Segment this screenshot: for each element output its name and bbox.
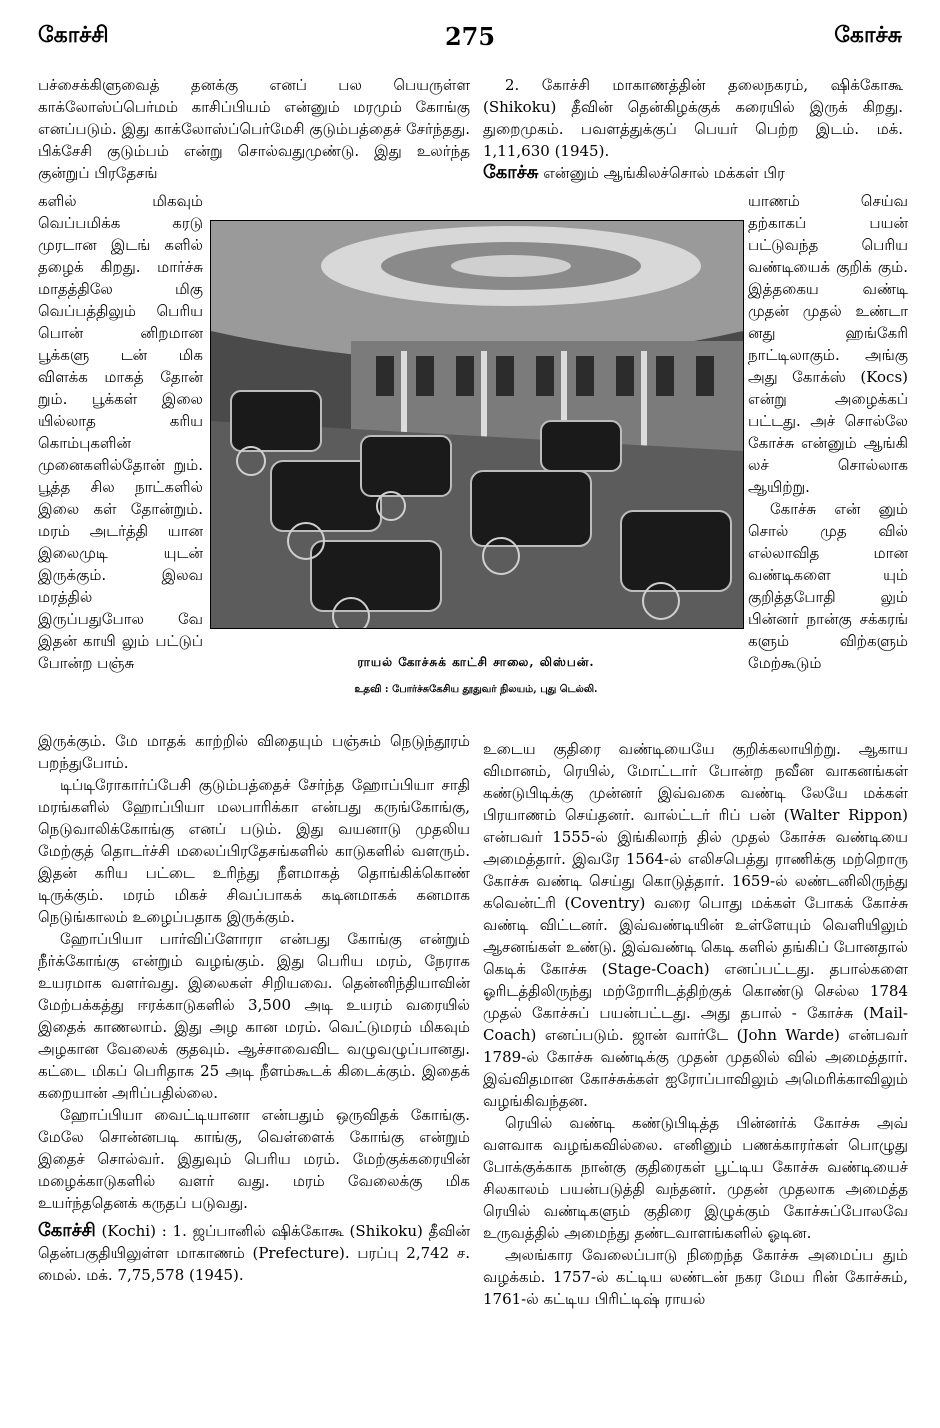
paragraph: 2. கோச்சி மாகாணத்தின் தலைநகரம், ஷிக்கோகூ (Shikoku) தீவின் தென்கிழக்குக் கரையில் இருக் கிறது. துறைமுகம். பவளத்துக்குப் பெயர் பெற்ற இடம். மக். 1,11,630 (1945). — [483, 76, 903, 160]
entry-kochu — [483, 162, 903, 184]
photo-illustration — [211, 221, 743, 628]
paragraph: உடைய குதிரை வண்டியையே குறிக்கலாயிற்று. ஆகாய விமானம், ரெயில், மோட்டார் போன்ற நவீன வாகனங்கள் கண்டுபிடிக்கு முன்னர் இவ்வகை வண்டி லேயே மக்கள் பிரயாணம் செய்தனர். வால்ட்டர் ரிப் பன் (Walter Rippon) என்பவர் 1555-ல் இங்கிலாந் தில் முதல் கோச்சு வண்டியை அமைத்தார். இவரே 1564-ல் எலிசபெத்து ராணிக்கு மற்றொரு கோச்சு வண்டி செய்து கொடுத்தார். 1659-ல் லண்டனிலிருந்து கவென்ட்ரி (Coventry) வரை பொது மக்கள் போகக் கோச்சு வண்டி விட்டனர். இவ்வண்டியின் உள்ளேயும் வெளியிலும் ஆசனங்கள் உண்டு. இவ்வண்டி கெடி களில் தங்கிப் போனதால் கெடிக் கோச்சு (Stage-Coach) எனப்பட்டது. தபால்களை ஓரிடத்திலிருந்து மற்றோரிடத்திற்குக் கொண்டு செல்ல 1784 முதல் கோச்சுப் பயன்பட்டது. அது தபால் - கோச்சு (Mail-Coach) எனப்படும். ஜான் வார்டே (John Warde) என்பவர் 1789-ல் கோச்சு வண்டிக்கு முதன் முதலில் வில் அமைத்தார். இவ்விதமான கோச்சுக்கள் ஐரோப்பாவிலும் அமெரிக்காவிலும் வழங்கிவந்தன. — [483, 740, 908, 1110]
paragraph: ரெயில் வண்டி கண்டுபிடித்த பின்னர்க் கோச்சு அவ் வளவாக வழங்கவில்லை. எனினும் பணக்காரர்கள் பொழுது போக்குக்காக நான்கு குதிரைகள் பூட்டிய கோச்சு வண்டியைச் சிலகாலம் பயன்படுத்தி வந்தனர். முதன் முதலாக அமைத்த ரெயில் வண்டிகளும் குதிரை இழுக்கும் கோச்சுப்போலவே உருவத்தில் அமைந்து தண்டவாளங்களில் ஓடின. — [483, 1114, 908, 1242]
coach-museum-photo — [210, 220, 744, 629]
entry-headword: கோச்சி — [38, 1220, 96, 1241]
paragraph: அலங்கார வேலைப்பாடு நிறைந்த கோச்சு அமைப்ப தும் வழக்கம். 1757-ல் கட்டிய லண்டன் நகர மேய ரின் கோச்சும், 1761-ல் கட்டிய பிரிட்டிஷ் ராயல் — [483, 1246, 908, 1308]
left-column-bottom — [38, 730, 470, 1286]
paragraph: களில் மிகவும் வெப்பமிக்க கரடு முரடான இடங் களில் தழைக் கிறது. மார்ச்சு மாதத்திலே மிகு வெப்பத்திலும் பெரிய பொன் னிறமான பூக்களு டன் மிக விளக்க மாகத் தோன் றும். பூக்கள் இலை யில்லாத கரிய கொம்புகளின் முனைகளில்தோன் றும். பூத்த சில நாட்களில் இலை கள் தோன்றும். மரம் அடர்த்தி யான இலைமுடி யுடன் இருக்கும். இலவ மரத்தில் இருப்பதுபோல வே இதன் காயி லும் பட்டுப் போன்ற பஞ்சு — [38, 192, 203, 672]
entry-text: (Kochi) : 1. ஜப்பானில் ஷிக்கோகூ (Shikoku) தீவின் தென்பகுதியிலுள்ள மாகாணம் (Prefecture). பரப்பு 2,742 ச. மைல். மக். 7,75,578 (1945). — [38, 1222, 470, 1284]
paragraph: பச்சைக்கிளுவைத் தனக்கு எனப் பல பெயருள்ள காக்லோஸ்ப்பெர்மம் காசிப்பியம் என்னும் மரமும் கோங்கு எனப்படும். இது காக்லோஸ்ப்பெர்மேசி குடும்பத்தைச் சேர்ந்தது. பிக்சேசி குடும்பம் என்று சொல்வதுமுண்டு. இது உலர்ந்த குன்றுப் பிரதேசங் — [38, 76, 470, 182]
entry-headword: கோச்சு — [483, 162, 539, 183]
left-column-wrap — [38, 190, 203, 674]
paragraph: இருக்கும். மே மாதக் காற்றில் விதையும் பஞ்சும் நெடுந்தூரம் பறந்துபோம். — [38, 732, 470, 772]
paragraph: ஹோப்பியா வைட்டியானா என்பதும் ஒருவிதக் கோங்கு. மேலே சொன்னபடி காங்கு, வெள்ளைக் கோங்கு என்றும் இதைச் சொல்வர். இதுவும் பெரிய மரம். மேற்குக்கரையின் மழைக்காடுகளில் வளர் வது. மரம் வேலைக்கு மிக உயர்ந்ததெனக் கருதப் படுவது. — [38, 1106, 470, 1212]
paragraph: ஹோப்பியா பார்விப்ளோரா என்பது கோங்கு என்றும் நீர்க்கோங்கு என்றும் வழங்கும். இது பெரிய மரம், நேராக உயரமாக வளர்வது. இலைகள் சிறியவை. தென்னிந்தியாவின் மேற்பக்கத்து ஈரக்காடுகளில் 3,500 அடி உயரம் வரையில் இதைக் காணலாம். இது அழ கான மரம். வெட்டுமரம் மிகவும் அழகான வேலைக் குதவும். ஆச்சாவைவிட வழுவழுப்பானது. கட்டை மிகப் பெரிதாக 25 அடி நீளம்கூடக் கிடைக்கும். இதைக் கறையான் அரிப்பதில்லை. — [38, 930, 470, 1102]
entry-text: என்னும் ஆங்கிலச்சொல் மக்கள் பிர — [543, 164, 785, 182]
page-number: 275 — [444, 22, 496, 51]
entry-kochi — [38, 1220, 470, 1286]
left-column-top — [38, 74, 470, 184]
right-column-top — [483, 74, 903, 184]
figure-caption: ராயல் கோச்சுக் காட்சி சாலை, லிஸ்பன். — [357, 655, 595, 669]
paragraph: கோச்சு என் னும் சொல் முத வில் எல்லாவித மான வண்டிகளை யும் குறித்தபோதி லும் பின்னர் நான்கு சக்கரங் களும் விற்களும் மேற்கூடும் — [748, 500, 908, 672]
paragraph: டிப்டிரோகார்ப்பேசி குடும்பத்தைச் சேர்ந்த ஹோப்பியா சாதி மரங்களில் ஹோப்பியா மலபாரிக்கா என்பது கருங்கோங்கு, நெடுவாலிக்கோங்கு எனப் படும். இது வயனாடு முதலிய மேற்குத் தொடர்ச்சி மலைப்பிரதேசங்களில் காடுகளில் வளரும். இதன் கரிய பட்டை உரிந்து நீளமாகத் தொங்கிக்கொண் டிருக்கும். மரம் மிகச் சிவப்பாகக் கடினமாகக் கனமாக நெடுங்காலம் உழைப்பதாக இருக்கும். — [38, 776, 470, 926]
running-head-right: கோச்சு — [834, 22, 902, 48]
figure-credit: உதவி : போர்ச்சுகேசிய தூதுவர் நிலயம், புது டெல்லி. — [354, 684, 598, 695]
right-column-bottom — [483, 738, 908, 1310]
running-head-left: கோச்சி — [38, 22, 109, 48]
right-column-wrap — [748, 190, 908, 674]
paragraph: யாணம் செய்வ தற்காகப் பயன் பட்டுவந்த பெரிய வண்டியைக் குறிக் கும். இத்தகைய வண்டி முதன் முதல் உண்டா னது ஹங்கேரி நாட்டிலாகும். அங்கு அது கோக்ஸ் (Kocs) என்று அழைக்கப் பட்டது. அச் சொல்லே கோச்சு என்னும் ஆங்கி லச் சொல்லாக ஆயிற்று. — [748, 192, 908, 496]
